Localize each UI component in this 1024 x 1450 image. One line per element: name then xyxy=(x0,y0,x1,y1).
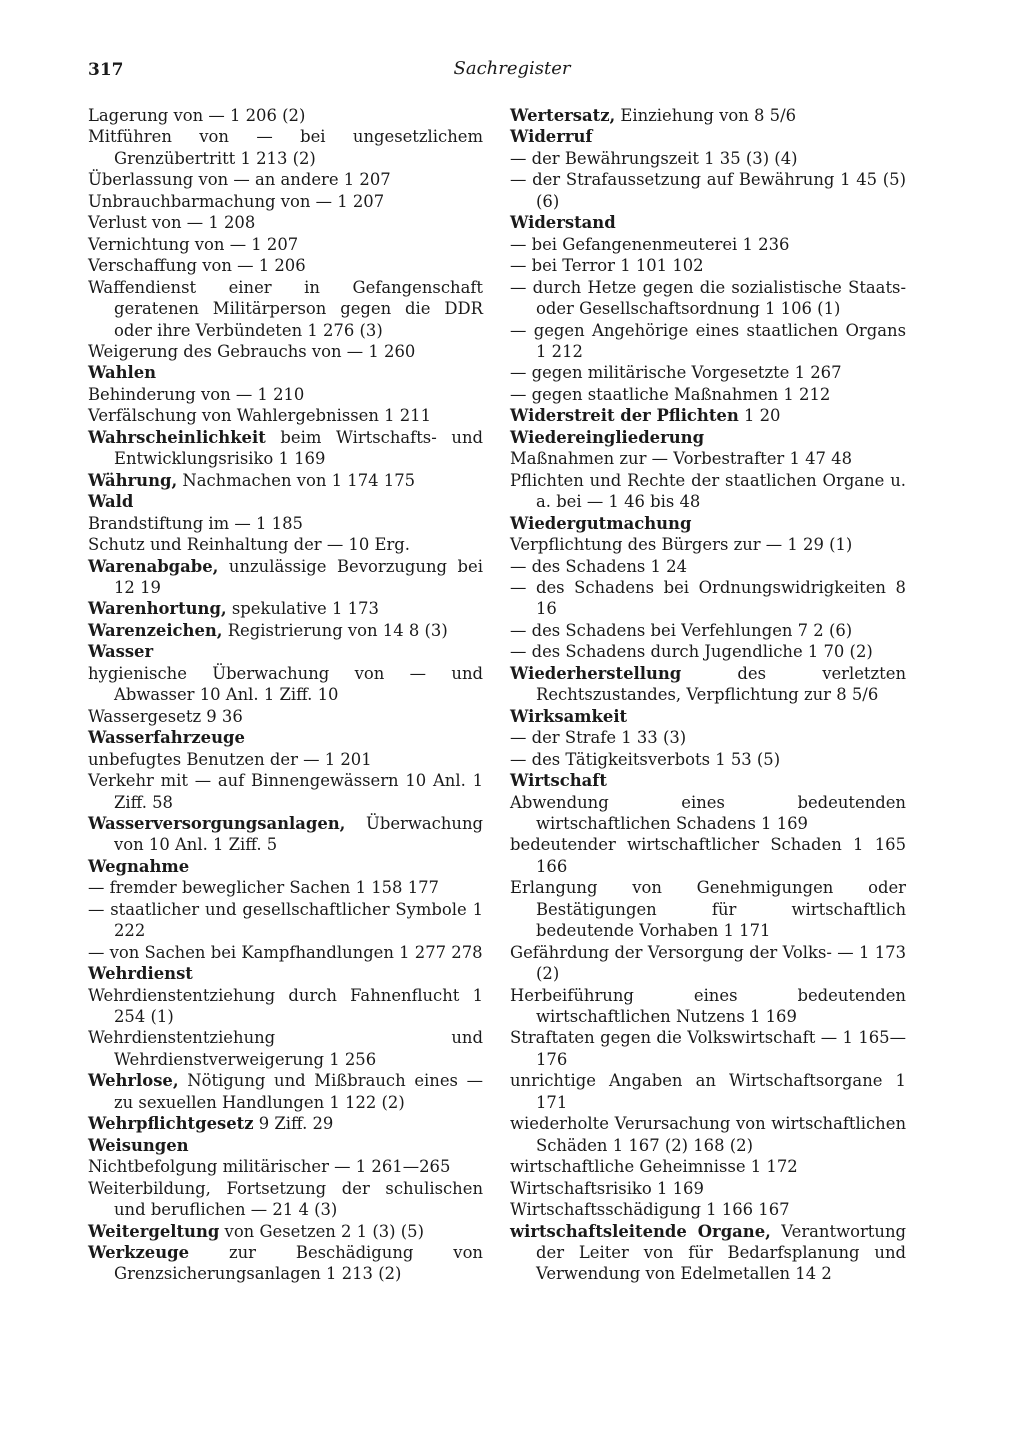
index-entry xyxy=(88,534,483,555)
index-keyword: Warenhortung, xyxy=(88,599,227,619)
index-entry xyxy=(88,942,483,963)
index-keyword: Werkzeuge xyxy=(88,1243,190,1263)
index-entry xyxy=(510,985,906,1028)
index-entry xyxy=(88,126,483,169)
index-reference: hygienische Überwachung von — und Abwasser 10 Anl. 1 Ziff. 10 xyxy=(88,663,483,705)
index-reference: unrichtige Angaben an Wirtschaftsorgane 1 171 xyxy=(510,1071,906,1112)
index-entry xyxy=(510,212,906,233)
index-entry xyxy=(88,856,483,877)
index-entry xyxy=(88,1027,483,1070)
index-entry xyxy=(88,362,483,383)
index-entry xyxy=(88,470,483,491)
index-entry xyxy=(510,277,906,320)
index-reference: Abwendung eines bedeutenden wirtschaftlichen Schadens 1 169 xyxy=(510,792,906,833)
index-reference: von Gesetzen 2 1 (3) (5) xyxy=(219,1221,424,1241)
index-entry xyxy=(88,1070,483,1113)
index-keyword: Wehrlose, xyxy=(88,1071,179,1091)
index-keyword: Wasser xyxy=(88,642,154,662)
index-reference: — der Strafaussetzung auf Bewährung 1 45 (5) (6) xyxy=(510,170,906,211)
index-column-right xyxy=(510,105,906,1285)
index-reference: Einziehung von 8 5/6 xyxy=(615,106,797,125)
index-entry xyxy=(510,942,906,985)
index-entry xyxy=(88,963,483,984)
index-entry xyxy=(510,126,906,147)
index-reference: — von Sachen bei Kampfhandlungen 1 277 278 xyxy=(88,942,483,962)
index-entry xyxy=(88,427,483,470)
index-entry xyxy=(88,255,483,276)
index-entry xyxy=(88,491,483,512)
index-reference: — des Schadens bei Verfehlungen 7 2 (6) xyxy=(510,620,853,640)
index-reference: wiederholte Verursachung von wirtschaftlichen Schäden 1 167 (2) 168 (2) xyxy=(510,1114,906,1155)
index-reference: Nichtbefolgung militärischer — 1 261—265 xyxy=(88,1157,451,1177)
index-reference: Maßnahmen zur — Vorbestrafter 1 47 48 xyxy=(510,449,853,469)
index-reference: — fremder beweglicher Sachen 1 158 177 xyxy=(88,878,439,898)
index-entry xyxy=(510,834,906,877)
index-reference: Pflichten und Rechte der staatlichen Organe u. a. bei — 1 46 bis 48 xyxy=(510,470,906,512)
index-entry xyxy=(88,877,483,898)
index-reference: Nötigung und Mißbrauch eines — zu sexuellen Handlungen 1 122 (2) xyxy=(114,1071,483,1112)
index-entry xyxy=(88,813,483,856)
index-entry xyxy=(88,620,483,641)
index-entry xyxy=(510,577,906,620)
index-reference: Erlangung von Genehmigungen oder Bestätigungen für wirtschaftlich bedeutende Vorhaben 1 171 xyxy=(510,878,906,941)
index-entry xyxy=(510,1070,906,1113)
index-entry xyxy=(88,1178,483,1221)
index-entry xyxy=(510,105,906,126)
index-reference: Behinderung von — 1 210 xyxy=(88,384,305,404)
index-entry xyxy=(88,556,483,599)
index-entry xyxy=(510,470,906,513)
index-entry xyxy=(88,749,483,770)
index-keyword: Wald xyxy=(88,492,134,512)
index-reference: spekulative 1 173 xyxy=(226,599,379,619)
index-keyword: Weisungen xyxy=(88,1135,189,1155)
index-entry xyxy=(510,1178,906,1199)
index-keyword: Warenabgabe, xyxy=(88,556,219,576)
index-entry xyxy=(510,513,906,534)
index-entry xyxy=(88,513,483,534)
index-keyword: wirtschaftsleitende Organe, xyxy=(510,1221,771,1241)
index-reference: Nachmachen von 1 174 175 xyxy=(177,470,416,490)
index-reference: — des Tätigkeitsverbots 1 53 (5) xyxy=(510,749,781,769)
index-entry xyxy=(510,255,906,276)
index-keyword: Widerstreit der Pflichten xyxy=(510,406,739,426)
index-reference: Überlassung von — an andere 1 207 xyxy=(88,170,391,190)
index-keyword: Wiedergutmachung xyxy=(510,513,692,533)
page-number: 317 xyxy=(88,60,124,80)
index-reference: Wirtschaftsschädigung 1 166 167 xyxy=(510,1200,790,1220)
index-entry xyxy=(510,405,906,426)
index-entry xyxy=(510,169,906,212)
index-keyword: Wehrpflichtgesetz xyxy=(88,1114,254,1134)
index-entry xyxy=(88,663,483,706)
index-entry xyxy=(88,1221,483,1242)
index-entry xyxy=(510,877,906,941)
index-reference: Überwachung von 10 Anl. 1 Ziff. 5 xyxy=(114,813,483,855)
index-entry xyxy=(88,727,483,748)
index-entry xyxy=(510,556,906,577)
index-reference: Waffendienst einer in Gefangenschaft geratenen Militärperson gegen die DDR oder ihre Verbündeten 1 276 (3) xyxy=(88,277,483,340)
index-reference: — gegen militärische Vorgesetzte 1 267 xyxy=(510,363,842,383)
index-entry xyxy=(510,641,906,662)
index-entry xyxy=(510,1156,906,1177)
index-reference: beim Wirtschafts- und Entwicklungsrisiko 1 169 xyxy=(114,427,483,469)
index-reference: Brandstiftung im — 1 185 xyxy=(88,513,303,533)
index-keyword: Widerruf xyxy=(510,127,593,147)
page-title: Sachregister xyxy=(453,58,571,79)
index-reference: — staatlicher und gesellschaftlicher Symbole 1 222 xyxy=(88,899,483,941)
index-entry xyxy=(510,448,906,469)
index-entry xyxy=(88,1156,483,1177)
index-entry xyxy=(510,620,906,641)
index-entry xyxy=(88,1242,483,1285)
index-reference: Lagerung von — 1 206 (2) xyxy=(88,106,306,125)
index-reference: Weigerung des Gebrauchs von — 1 260 xyxy=(88,341,416,361)
index-reference: Herbeiführung eines bedeutenden wirtschaftlichen Nutzens 1 169 xyxy=(510,985,906,1027)
index-entry xyxy=(88,277,483,341)
index-keyword: Wasserversorgungsanlagen, xyxy=(88,813,346,833)
index-entry xyxy=(510,1199,906,1220)
index-entry xyxy=(510,362,906,383)
index-entry xyxy=(510,770,906,791)
index-reference: Schutz und Reinhaltung der — 10 Erg. xyxy=(88,535,410,555)
index-reference: Verkehr mit — auf Binnengewässern 10 Anl. 1 Ziff. 58 xyxy=(88,771,483,812)
index-entry xyxy=(510,1113,906,1156)
index-reference: bedeutender wirtschaftlicher Schaden 1 165 166 xyxy=(510,835,906,876)
index-keyword: Wahrscheinlichkeit xyxy=(88,427,266,447)
index-reference: Gefährdung der Versorgung der Volks- — 1 173 (2) xyxy=(510,942,906,984)
index-entry xyxy=(88,899,483,942)
index-reference: 9 Ziff. 29 xyxy=(253,1114,334,1134)
index-entry xyxy=(88,770,483,813)
index-reference: unzulässige Bevorzugung bei 12 19 xyxy=(114,556,483,597)
index-reference: Registrierung von 14 8 (3) xyxy=(222,620,448,640)
index-entry xyxy=(510,706,906,727)
index-entry xyxy=(88,234,483,255)
index-reference: Wassergesetz 9 36 xyxy=(88,706,243,726)
index-entry xyxy=(88,706,483,727)
index-reference: 1 20 xyxy=(738,406,781,426)
index-keyword: Wahlen xyxy=(88,363,157,383)
index-reference: Mitführen von — bei ungesetzlichem Grenzübertritt 1 213 (2) xyxy=(88,127,483,168)
index-reference: Wehrdienstentziehung durch Fahnenflucht 1 254 (1) xyxy=(88,985,483,1027)
index-reference: Verpflichtung des Bürgers zur — 1 29 (1) xyxy=(510,535,853,555)
index-entry xyxy=(88,1113,483,1134)
index-entry xyxy=(510,1027,906,1070)
index-entry xyxy=(88,1135,483,1156)
index-keyword: Wegnahme xyxy=(88,856,190,876)
index-entry xyxy=(88,105,483,126)
index-keyword: Wirtschaft xyxy=(510,771,607,791)
index-keyword: Widerstand xyxy=(510,213,616,233)
index-reference: des verletzten Rechtszustandes, Verpflichtung zur 8 5/6 xyxy=(536,663,906,705)
index-reference: Verantwortung der Leiter von für Bedarfsplanung und Verwendung von Edelmetallen 14 2 xyxy=(536,1221,906,1284)
index-entry xyxy=(510,427,906,448)
index-entry xyxy=(510,148,906,169)
index-keyword: Wasserfahrzeuge xyxy=(88,728,245,748)
index-reference: Verlust von — 1 208 xyxy=(88,213,256,233)
index-reference: wirtschaftliche Geheimnisse 1 172 xyxy=(510,1157,798,1177)
index-entry xyxy=(88,212,483,233)
index-entry xyxy=(510,320,906,363)
index-reference: — durch Hetze gegen die sozialistische Staats- oder Gesellschaftsordnung 1 106 (1) xyxy=(510,277,906,319)
index-entry xyxy=(88,641,483,662)
index-reference: Straftaten gegen die Volkswirtschaft — 1 165—176 xyxy=(510,1028,906,1069)
index-reference: — bei Gefangenenmeuterei 1 236 xyxy=(510,234,790,254)
index-reference: unbefugtes Benutzen der — 1 201 xyxy=(88,749,372,769)
index-reference: Wirtschaftsrisiko 1 169 xyxy=(510,1178,704,1198)
index-reference: — des Schadens durch Jugendliche 1 70 (2) xyxy=(510,642,873,662)
index-entry xyxy=(510,727,906,748)
index-keyword: Wiedereingliederung xyxy=(510,427,705,447)
index-entry xyxy=(510,234,906,255)
index-keyword: Warenzeichen, xyxy=(88,620,223,640)
index-keyword: Währung, xyxy=(88,470,178,490)
index-column-left xyxy=(88,105,483,1285)
index-reference: — gegen staatliche Maßnahmen 1 212 xyxy=(510,384,831,404)
index-entry xyxy=(510,1221,906,1285)
index-keyword: Wiederherstellung xyxy=(510,663,682,683)
index-reference: — der Strafe 1 33 (3) xyxy=(510,728,687,748)
index-reference: — des Schadens 1 24 xyxy=(510,556,688,576)
index-reference: Vernichtung von — 1 207 xyxy=(88,234,299,254)
index-reference: Weiterbildung, Fortsetzung der schulischen und beruflichen — 21 4 (3) xyxy=(88,1178,483,1220)
index-entry xyxy=(88,598,483,619)
index-keyword: Wehrdienst xyxy=(88,964,193,984)
index-entry xyxy=(510,384,906,405)
index-reference: zur Beschädigung von Grenzsicherungsanlagen 1 213 (2) xyxy=(114,1243,483,1284)
index-entry xyxy=(88,341,483,362)
index-reference: Unbrauchbarmachung von — 1 207 xyxy=(88,191,385,211)
index-reference: Verfälschung von Wahlergebnissen 1 211 xyxy=(88,406,432,426)
index-entry xyxy=(510,792,906,835)
index-entry xyxy=(88,169,483,190)
index-entry xyxy=(88,405,483,426)
index-entry xyxy=(510,534,906,555)
index-keyword: Wertersatz, xyxy=(510,106,616,125)
index-entry xyxy=(88,191,483,212)
index-entry xyxy=(88,985,483,1028)
index-reference: Wehrdienstentziehung und Wehrdienstverweigerung 1 256 xyxy=(88,1028,483,1069)
index-reference: — gegen Angehörige eines staatlichen Organs 1 212 xyxy=(510,320,906,361)
index-entry xyxy=(510,663,906,706)
index-keyword: Wirksamkeit xyxy=(510,706,628,726)
index-entry xyxy=(510,749,906,770)
index-reference: Verschaffung von — 1 206 xyxy=(88,256,306,276)
index-reference: — bei Terror 1 101 102 xyxy=(510,256,704,276)
index-entry xyxy=(88,384,483,405)
index-reference: — des Schadens bei Ordnungswidrigkeiten 8 16 xyxy=(510,577,906,619)
index-keyword: Weitergeltung xyxy=(88,1221,220,1241)
index-reference: — der Bewährungszeit 1 35 (3) (4) xyxy=(510,148,798,168)
